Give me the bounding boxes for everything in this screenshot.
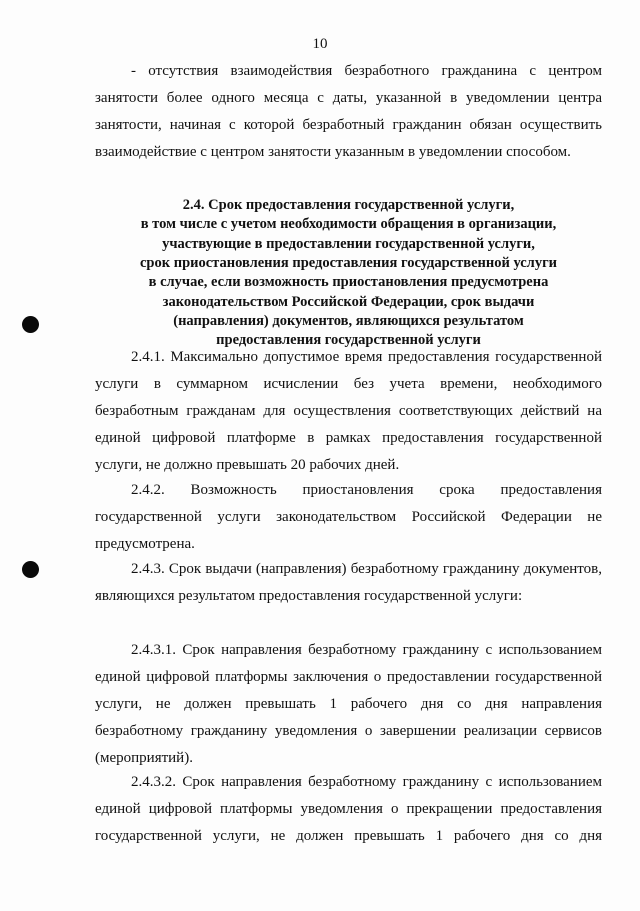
heading-line: срок приостановления предоставления государственной услуги	[139, 254, 558, 271]
binder-hole-mark	[22, 316, 39, 333]
heading-line: законодательством Российской Федерации, срок выдачи	[162, 293, 535, 310]
page-number: 10	[312, 36, 328, 52]
paragraph-2-4-3-2: 2.4.3.2. Срок направления безработному гражданину с использованием единой цифровой платформы уведомления о прекращении предоставления государственной услуги, не должен превышать 1 рабочего дня со дня	[95, 774, 602, 844]
heading-line: участвующие в предоставлении государственной услуги,	[162, 235, 535, 252]
paragraph-2-4-1: 2.4.1. Максимально допустимое время предоставления государственной услуги в суммарном исчислении без учета времени, необходимого безработным гражданам для осуществления соответствующих действий на единой цифровой платформе в рамках предоставления государственной услуги, не должно превышать 20 рабочих дней.	[95, 349, 602, 473]
heading-line: 2.4. Срок предоставления государственной услуги,	[182, 197, 515, 213]
paragraph-2-4-3: 2.4.3. Срок выдачи (направления) безработному гражданину документов, являющихся результатом предоставления государственной услуги:	[95, 561, 602, 604]
binder-hole-mark	[22, 561, 39, 578]
heading-line: в том числе с учетом необходимости обращения в организации,	[140, 216, 557, 233]
paragraph-absence-of-interaction: - отсутствия взаимодействия безработного гражданина с центром занятости более одного месяца с даты, указанной в уведомлении центра занятости, начиная с которой безработный гражданин обязан осуществить взаимодействие с центром занятости указанным в уведомлении способом.	[95, 63, 602, 160]
heading-line: (направления) документов, являющихся результатом	[173, 312, 524, 329]
paragraph-2-4-3-1: 2.4.3.1. Срок направления безработному гражданину с использованием единой цифровой платформы заключения о предоставлении государственной услуги, не должен превышать 1 рабочего дня со дня направления безработному гражданину уведомления о завершении реализации сервисов (мероприятий).	[95, 642, 602, 766]
heading-line: предоставления государственной услуги	[216, 332, 481, 349]
paragraph-2-4-2: 2.4.2. Возможность приостановления срока предоставления государственной услуги законодательством Российской Федерации не предусмотрена.	[95, 482, 602, 552]
heading-line: в случае, если возможность приостановления предусмотрена	[148, 274, 549, 291]
